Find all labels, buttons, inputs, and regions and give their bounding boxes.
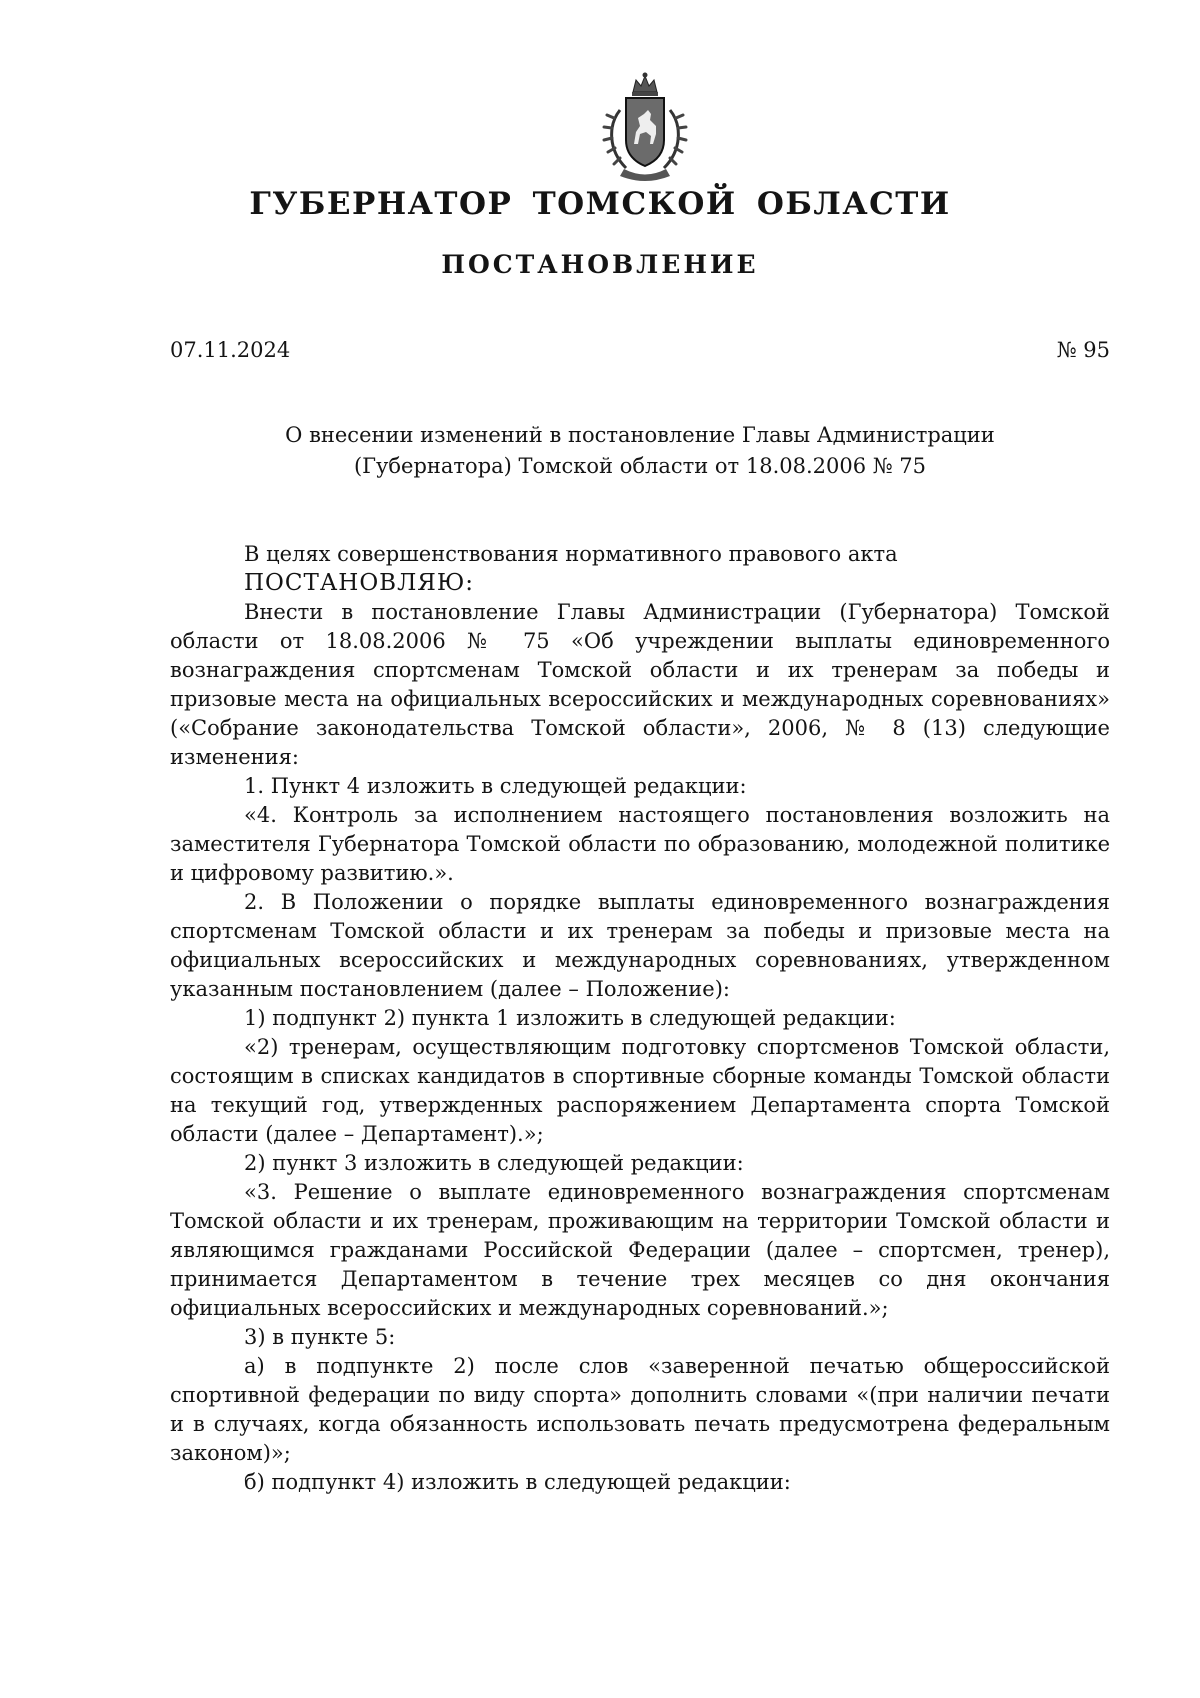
paragraph-subitem-2-text: «3. Решение о выплате единовременного вознаграждения спортсменам Томской области и их тренерам, проживающим на территории Томской области и являющимся гражданами Российской Федерации (далее – спортсмен, тренер), принимается Департаментом в течение трех месяцев со дня окончания официальных всероссийских и международных соревнований.»; (170, 1180, 1110, 1320)
document-type: ПОСТАНОВЛЕНИЕ (441, 250, 759, 279)
document-subject (170, 420, 1110, 482)
paragraph-subitem-3: 3) в пункте 5: (244, 1325, 396, 1349)
org-title: ГУБЕРНАТОР ТОМСКОЙ ОБЛАСТИ (249, 186, 951, 222)
paragraph-item-1-text: «4. Контроль за исполнением настоящего постановления возложить на заместителя Губернатора Томской области по образованию, молодежной политике и цифровому развитию.». (170, 803, 1110, 885)
document-date: 07.11.2024 (170, 338, 291, 362)
paragraph-item-1: 1. Пункт 4 изложить в следующей редакции: (244, 774, 747, 798)
document-number: № 95 (1056, 338, 1110, 362)
paragraph-item-2: 2. В Положении о порядке выплаты единовременного вознаграждения спортсменам Томской области и их тренерам за победы и призовые места на официальных всероссийских и международных соревнованиях, утвержденном указанным постановлением (далее – Положение): (170, 890, 1110, 1001)
subject-line-2: (Губернатора) Томской области от 18.08.2006 № 75 (353, 454, 927, 478)
paragraph-resolve: ПОСТАНОВЛЯЮ: (244, 570, 475, 596)
tomsk-region-coat-of-arms-icon (590, 70, 700, 182)
paragraph-subitem-3b: б) подпункт 4) изложить в следующей редакции: (244, 1470, 791, 1494)
paragraph-subitem-3a: а) в подпункте 2) после слов «заверенной печатью общероссийской спортивной федерации по виду спорта» дополнить словами «(при наличии печати и в случаях, когда обязанность использовать печать предусмотрена федеральным законом)»; (170, 1354, 1110, 1465)
document-body (170, 540, 1110, 1497)
paragraph-purpose: В целях совершенствования нормативного правового акта (244, 542, 898, 566)
paragraph-subitem-1-text: «2) тренерам, осуществляющим подготовку спортсменов Томской области, состоящим в списках кандидатов в спортивные сборные команды Томской области на текущий год, утвержденных распоряжением Департамента спорта Томской области (далее – Департамент).»; (170, 1035, 1110, 1146)
paragraph-subitem-2: 2) пункт 3 изложить в следующей редакции: (244, 1151, 744, 1175)
subject-line-1: О внесении изменений в постановление Главы Администрации (285, 423, 995, 447)
paragraph-amend: Внести в постановление Главы Администрации (Губернатора) Томской области от 18.08.2006 № 75 «Об учреждении выплаты единовременного вознаграждения спортсменам Томской области и их тренерам за победы и призовые места на официальных всероссийских и международных соревнованиях» («Собрание законодательства Томской области», 2006, № 8 (13) следующие изменения: (170, 600, 1110, 769)
paragraph-subitem-1: 1) подпункт 2) пункта 1 изложить в следующей редакции: (244, 1006, 896, 1030)
